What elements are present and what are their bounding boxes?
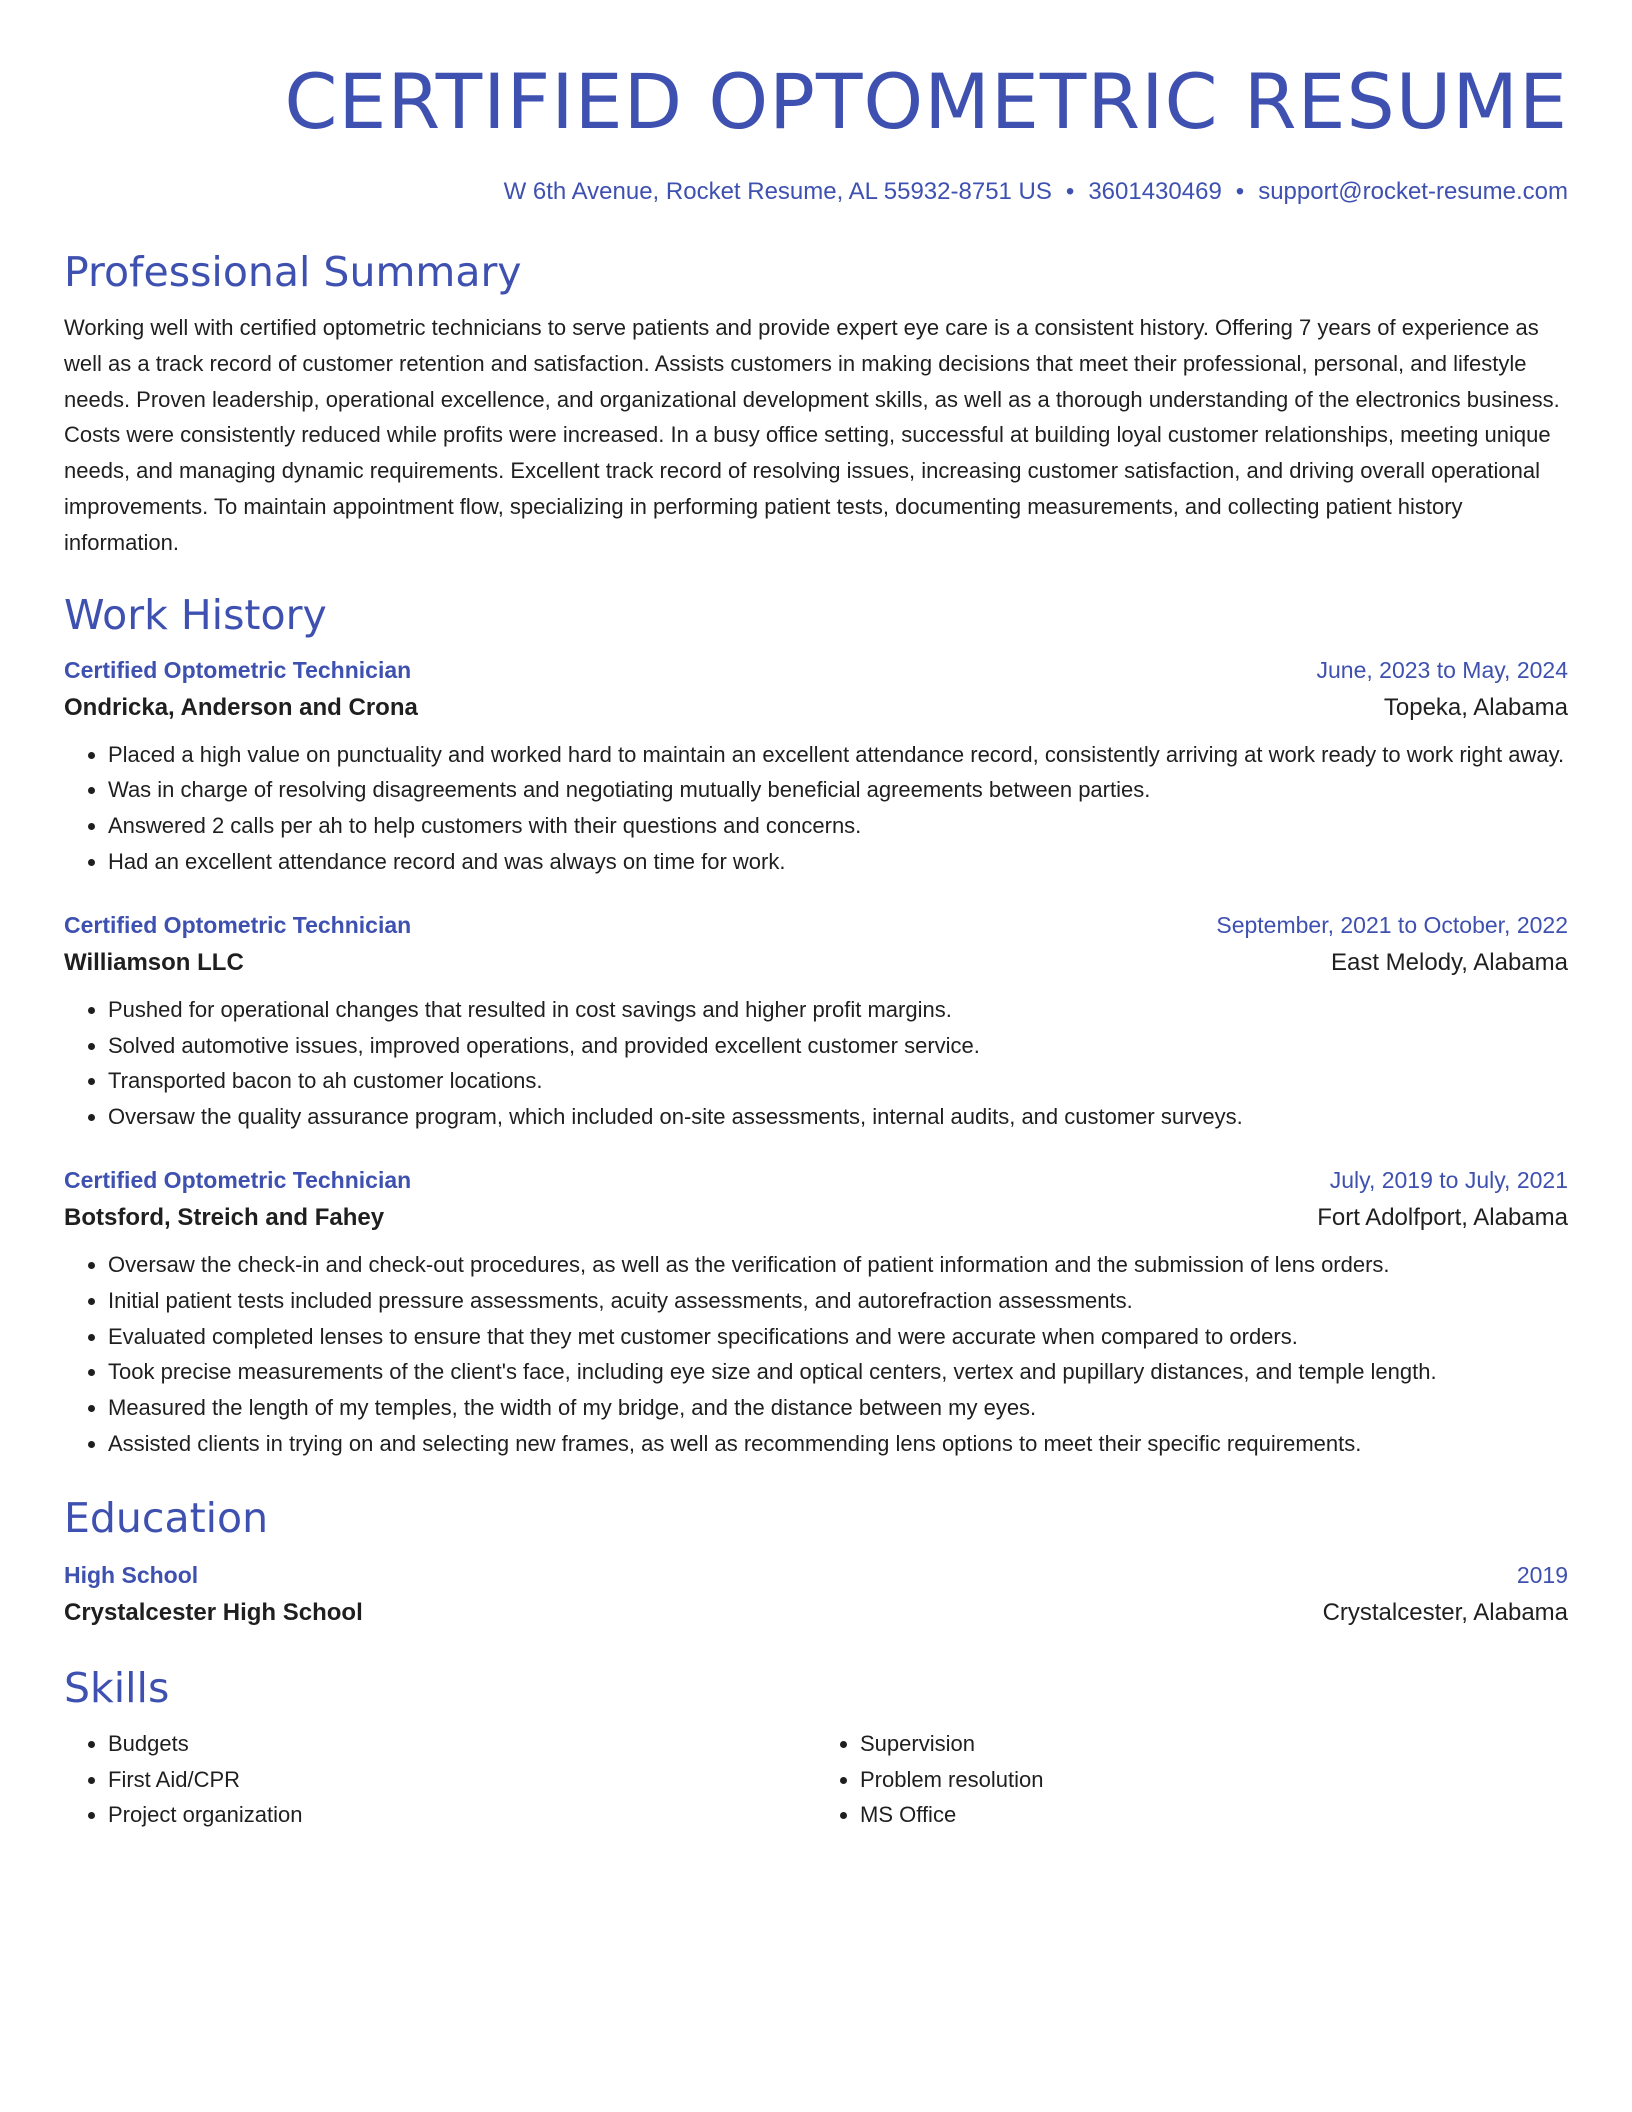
contact-address: W 6th Avenue, Rocket Resume, AL 55932-8751 US [503, 178, 1052, 205]
job-dates: June, 2023 to May, 2024 [1316, 656, 1568, 683]
skills-column-right [816, 1726, 1568, 1833]
job-location: East Melody, Alabama [1330, 948, 1568, 976]
education-school-row [64, 1594, 1568, 1632]
skill-item: • Project organization [108, 1797, 816, 1833]
skills-column-left [64, 1726, 816, 1833]
job-company-row [64, 1199, 1568, 1237]
education-school: Crystalcester High School [64, 1598, 363, 1626]
skill-item: • First Aid/CPR [108, 1762, 816, 1798]
contact-line [64, 176, 1568, 208]
job-bullet: • Had an excellent attendance record and was always on time for work. [108, 844, 1568, 880]
education-degree: High School [64, 1561, 199, 1588]
job-title: Certified Optometric Technician [64, 656, 412, 683]
skill-item: • Problem resolution [860, 1762, 1568, 1798]
job-bullet: • Solved automotive issues, improved operations, and provided excellent customer service. [108, 1028, 1568, 1064]
job-bullet: • Evaluated completed lenses to ensure that they met customer specifications and were accurate when compared to orders. [108, 1319, 1568, 1355]
job-title-row [64, 651, 1568, 689]
skills-grid [64, 1726, 1568, 1833]
job-bullet: • Took precise measurements of the client's face, including eye size and optical centers, vertex and pupillary distances, and temple length. [108, 1354, 1568, 1390]
job-bullet: • Assisted clients in trying on and selecting new frames, as well as recommending lens options to meet their specific requirements. [108, 1426, 1568, 1462]
skill-item: • Budgets [108, 1726, 816, 1762]
job-company: Botsford, Streich and Fahey [64, 1203, 385, 1231]
job-bullet: • Was in charge of resolving disagreements and negotiating mutually beneficial agreements between parties. [108, 772, 1568, 808]
job-company-row [64, 689, 1568, 727]
job-dates: July, 2019 to July, 2021 [1329, 1166, 1568, 1193]
job-title: Certified Optometric Technician [64, 1166, 412, 1193]
education-location: Crystalcester, Alabama [1322, 1598, 1568, 1626]
contact-phone: 3601430469 [1088, 178, 1222, 205]
job-bullet: • Answered 2 calls per ah to help customers with their questions and concerns. [108, 808, 1568, 844]
job-bullet: • Transported bacon to ah customer locations. [108, 1063, 1568, 1099]
job-entry [64, 1161, 1568, 1462]
job-entry [64, 906, 1568, 1135]
education-entry [64, 1556, 1568, 1632]
job-title: Certified Optometric Technician [64, 911, 412, 938]
education-degree-row [64, 1556, 1568, 1594]
job-bullets [64, 1247, 1568, 1462]
skill-item: • Supervision [860, 1726, 1568, 1762]
job-dates: September, 2021 to October, 2022 [1216, 911, 1568, 938]
job-location: Topeka, Alabama [1383, 693, 1568, 721]
contact-email: support@rocket-resume.com [1258, 178, 1568, 205]
summary-text: Working well with certified optometric technicians to serve patients and provide expert eye care is a consistent history. Offering 7 years of experience as well as a track record of customer retention and satisfaction. Assists customers in making decisions that meet their professional, personal, and lifestyle needs. Proven leadership, operational excellence, and organizational development skills, as well as a thorough understanding of the electronics business. Costs were consistently reduced while profits were increased. In a busy office setting, successful at building loyal customer relationships, meeting unique needs, and managing dynamic requirements. Excellent track record of resolving issues, increasing customer satisfaction, and driving overall operational improvements. To maintain appointment flow, specializing in performing patient tests, documenting measurements, and collecting patient history information. [64, 315, 1560, 555]
job-bullet: • Oversaw the quality assurance program, which included on-site assessments, internal audits, and customer surveys. [108, 1099, 1568, 1135]
job-company-row [64, 944, 1568, 982]
job-company: Ondricka, Anderson and Crona [64, 693, 418, 721]
education-year: 2019 [1516, 1561, 1568, 1588]
job-title-row [64, 906, 1568, 944]
resume-name: CERTIFIED OPTOMETRIC RESUME [284, 57, 1568, 146]
skill-item: • MS Office [860, 1797, 1568, 1833]
resume-header [64, 56, 1568, 208]
job-bullets [64, 992, 1568, 1135]
section-title-summary: Professional Summary [64, 248, 522, 296]
job-company: Williamson LLC [64, 948, 244, 976]
job-location: Fort Adolfport, Alabama [1317, 1203, 1568, 1231]
job-entry [64, 651, 1568, 880]
section-title-education: Education [64, 1493, 269, 1542]
job-bullet: • Placed a high value on punctuality and worked hard to maintain an excellent attendance record, consistently arriving at work ready to work right away. [108, 737, 1568, 773]
job-bullets [64, 737, 1568, 880]
contact-separator: • [1065, 178, 1075, 205]
job-bullet: • Oversaw the check-in and check-out procedures, as well as the verification of patient information and the submission of lens orders. [108, 1247, 1568, 1283]
section-title-work-history: Work History [64, 590, 327, 639]
job-bullet: • Measured the length of my temples, the width of my bridge, and the distance between my eyes. [108, 1390, 1568, 1426]
job-bullet: • Pushed for operational changes that resulted in cost savings and higher profit margins. [108, 992, 1568, 1028]
contact-separator: • [1235, 178, 1245, 205]
job-bullet: • Initial patient tests included pressure assessments, acuity assessments, and autorefraction assessments. [108, 1283, 1568, 1319]
section-title-skills: Skills [64, 1663, 170, 1712]
job-title-row [64, 1161, 1568, 1199]
